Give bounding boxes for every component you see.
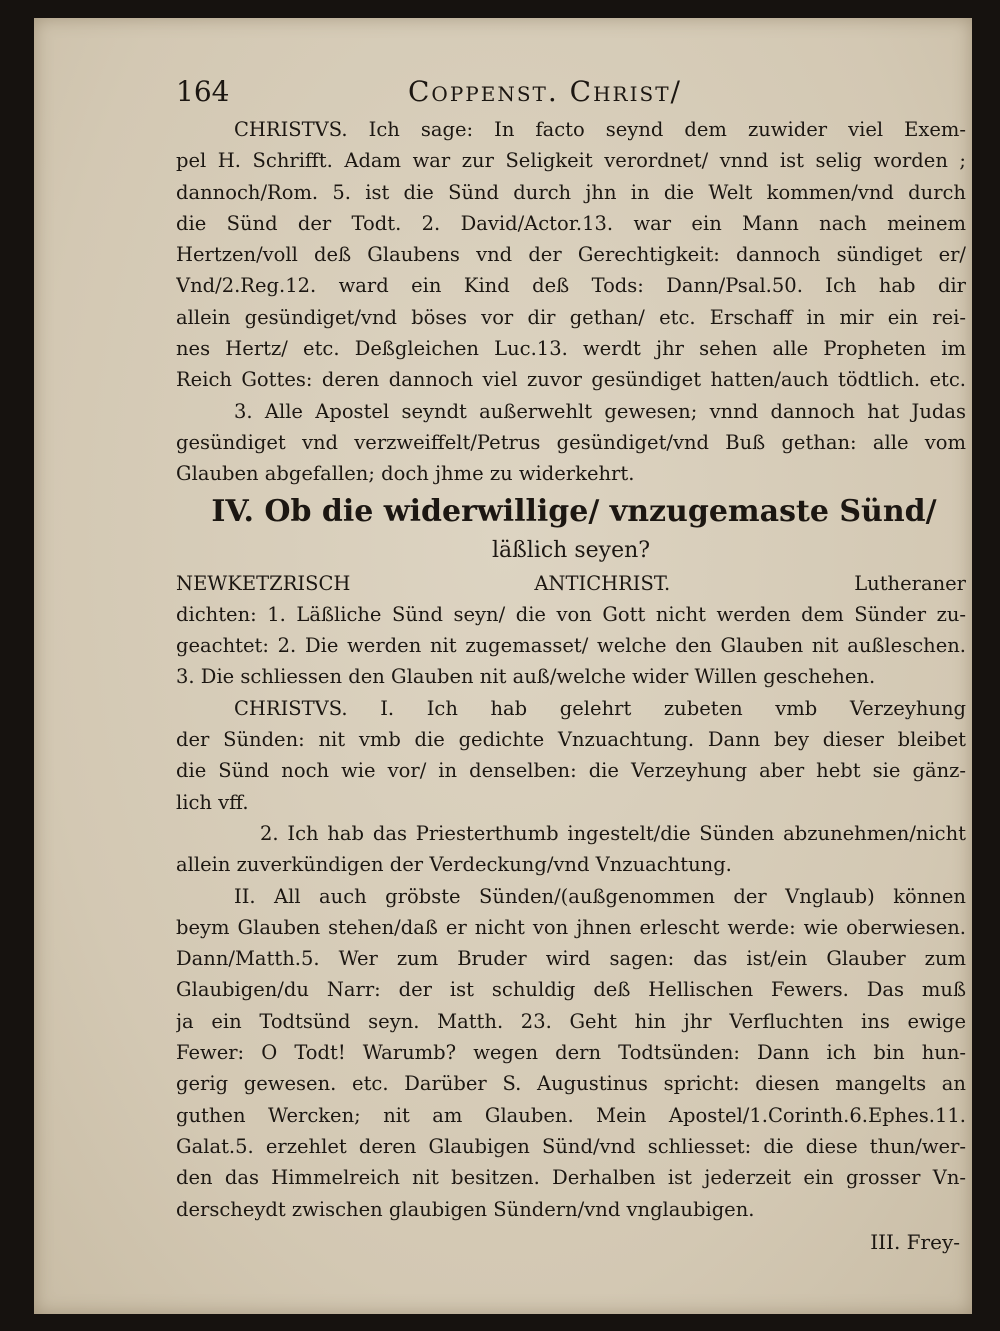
text-line: beym Glauben stehen/daß er nicht von jhnen erlescht werde: wie oberwiesen. bbox=[176, 915, 966, 939]
text-line: Reich Gottes: deren dannoch viel zuvor gesündiget hatten/auch tödtlich. etc. bbox=[176, 368, 966, 392]
text-line: ja ein Todtsünd seyn. Matth. 23. Geht hin jhr Verfluchten ins ewige bbox=[176, 1009, 966, 1033]
text-line: 2. Ich hab das Priesterthumb ingestelt/die Sünden abzunehmen/nicht bbox=[260, 821, 966, 845]
text-line: dichten: 1. Läßliche Sünd seyn/ die von Gott nicht werden dem Sünder zu- bbox=[176, 602, 966, 626]
text-line: CHRISTVS. I. Ich hab gelehrt zubeten vmb Verzeyhung bbox=[234, 696, 966, 720]
text-line: CHRISTVS. Ich sage: In facto seynd dem zuwider viel Exem- bbox=[234, 118, 966, 141]
text-line: den das Himmelreich nit besitzen. Derhalben ist jederzeit ein grosser Vn- bbox=[176, 1166, 966, 1190]
text-line: gesündiget vnd verzweiffelt/Petrus gesündiget/vnd Buß gethan: alle vom bbox=[176, 430, 966, 454]
text-line: Hertzen/voll deß Glaubens vnd der Gerechtigkeit: dannoch sündiget er/ bbox=[176, 243, 966, 267]
running-header bbox=[176, 68, 966, 116]
text-line: 3. Die schliessen den Glauben nit auß/welche wider Willen geschehen. bbox=[176, 665, 876, 689]
text-line: Glaubigen/du Narr: der ist schuldig deß Hellischen Fewers. Das muß bbox=[176, 978, 966, 1002]
text-line: nes Hertz/ etc. Deßgleichen Luc.13. werdt jhr sehen alle Propheten im bbox=[176, 337, 966, 361]
text-line: Galat.5. erzehlet deren Glaubigen Sünd/vnd schliesset: die diese thun/wer- bbox=[176, 1134, 966, 1158]
text-line: pel H. Schrifft. Adam war zur Seligkeit verordnet/ vnnd ist selig worden ; bbox=[176, 149, 966, 173]
text-line: Dann/Matth.5. Wer zum Bruder wird sagen: das ist/ein Glauber zum bbox=[176, 947, 966, 971]
text-line: guthen Wercken; nit am Glauben. Mein Apostel/1.Corinth.6.Ephes.11. bbox=[176, 1103, 966, 1127]
book-page bbox=[34, 18, 972, 1314]
text-line: NEWKETZRISCH ANTICHRIST. Lutheraner bbox=[176, 571, 966, 595]
text-line: der Sünden: nit vmb die gedichte Vnzuachtung. Dann bey dieser bleibet bbox=[176, 728, 966, 752]
text-line: Vnd/2.Reg.12. ward ein Kind deß Tods: Dann/Psal.50. Ich hab dir bbox=[176, 274, 966, 298]
text-line: II. All auch gröbste Sünden/(außgenommen der Vnglaub) können bbox=[234, 884, 966, 908]
text-line: dannoch/Rom. 5. ist die Sünd durch jhn in die Welt kommen/vnd durch bbox=[176, 180, 966, 204]
text-line: Fewer: O Todt! Warumb? wegen dern Todtsünden: Dann ich bin hun- bbox=[176, 1041, 966, 1065]
text-line: geachtet: 2. Die werden nit zugemasset/ welche den Glauben nit außleschen. bbox=[176, 634, 966, 658]
text-line: lich vff. bbox=[176, 790, 249, 814]
text-line: allein gesündiget/vnd böses vor dir gethan/ etc. Erschaff in mir ein rei- bbox=[176, 305, 966, 329]
page-body bbox=[176, 114, 966, 1259]
running-head-title: Coppenst. Christ/ bbox=[408, 75, 682, 108]
page-number: 164 bbox=[176, 75, 230, 108]
catchword: III. Frey- bbox=[870, 1229, 960, 1254]
text-line: Glauben abgefallen; doch jhme zu widerkehrt. bbox=[176, 462, 635, 486]
text-line: gerig gewesen. etc. Darüber S. Augustinus spricht: diesen mangelts an bbox=[176, 1072, 966, 1096]
section-heading: IV. Ob die widerwillige/ vnzugemaste Sünd/ bbox=[211, 493, 937, 529]
text-line: 3. Alle Apostel seyndt außerwehlt gewesen; vnnd dannoch hat Judas bbox=[234, 399, 966, 423]
text-line: die Sünd noch wie vor/ in denselben: die Verzeyhung aber hebt sie gänz- bbox=[176, 759, 966, 783]
text-line: derscheydt zwischen glaubigen Sündern/vnd vnglaubigen. bbox=[176, 1197, 755, 1221]
text-line: allein zuverkündigen der Verdeckung/vnd Vnzuachtung. bbox=[176, 853, 732, 877]
text-line: die Sünd der Todt. 2. David/Actor.13. war ein Mann nach meinem bbox=[176, 211, 966, 235]
section-subheading: läßlich seyen? bbox=[491, 537, 651, 563]
